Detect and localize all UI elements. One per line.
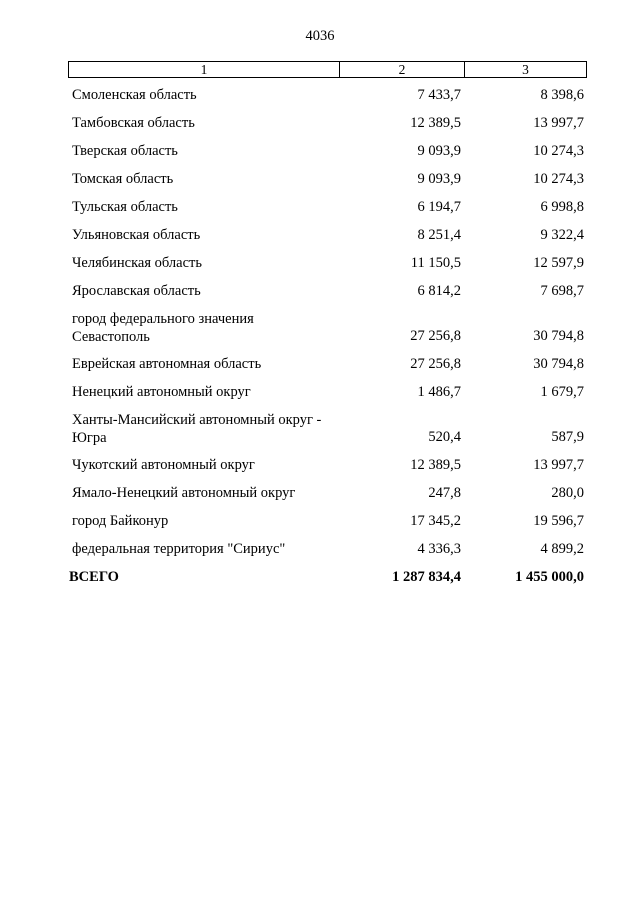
value-col3: 19 596,7 — [533, 513, 584, 529]
value-col2: 9 093,9 — [417, 143, 461, 159]
region-name: Ненецкий автономный округ — [72, 384, 251, 400]
value-col3: 13 997,7 — [533, 115, 584, 131]
total-row — [0, 566, 640, 594]
table-row — [0, 140, 640, 168]
region-name-line2: Югра — [72, 430, 107, 446]
column-header-3: 3 — [522, 61, 529, 77]
region-name: федеральная территория "Сириус" — [72, 541, 286, 557]
table-row — [0, 280, 640, 308]
value-col2: 11 150,5 — [410, 255, 461, 271]
region-name: Тверская область — [72, 143, 178, 159]
total-label: ВСЕГО — [69, 569, 119, 585]
value-col2: 12 389,5 — [410, 457, 461, 473]
value-col3: 30 794,8 — [533, 328, 584, 344]
value-col3: 8 398,6 — [540, 87, 584, 103]
value-col2: 27 256,8 — [410, 328, 461, 344]
table-row — [0, 308, 640, 353]
value-col3: 12 597,9 — [533, 255, 584, 271]
region-name: Ульяновская область — [72, 227, 201, 243]
region-name: Смоленская область — [72, 87, 197, 103]
value-col3: 587,9 — [551, 429, 584, 445]
region-name: Еврейская автономная область — [72, 356, 262, 372]
region-name: Челябинская область — [72, 255, 202, 271]
column-header-1: 1 — [69, 62, 340, 77]
table-header — [68, 61, 587, 78]
value-col2: 27 256,8 — [410, 356, 461, 372]
value-col3: 7 698,7 — [540, 283, 584, 299]
table-row — [0, 409, 640, 454]
table-row — [0, 454, 640, 482]
value-col2: 12 389,5 — [410, 115, 461, 131]
total-value-col2: 1 287 834,4 — [392, 569, 461, 585]
page-number: 4036 — [305, 28, 335, 44]
value-col2: 17 345,2 — [410, 513, 461, 529]
region-name: Чукотский автономный округ — [72, 457, 255, 473]
value-col2: 8 251,4 — [417, 227, 461, 243]
value-col2: 6 814,2 — [417, 283, 461, 299]
value-col2: 1 486,7 — [417, 384, 461, 400]
value-col3: 13 997,7 — [533, 457, 584, 473]
value-col2: 4 336,3 — [417, 541, 461, 557]
region-name — [72, 310, 372, 346]
table-row — [0, 168, 640, 196]
column-header-2: 2 — [340, 62, 465, 77]
total-value-col3: 1 455 000,0 — [515, 569, 584, 585]
table-row — [0, 510, 640, 538]
value-col2: 520,4 — [428, 429, 461, 445]
region-name — [72, 411, 372, 447]
value-col3: 30 794,8 — [533, 356, 584, 372]
region-name: город Байконур — [72, 513, 169, 529]
table-row — [0, 196, 640, 224]
table-row — [0, 252, 640, 280]
region-name: Ярославская область — [72, 283, 201, 299]
value-col2: 6 194,7 — [417, 199, 461, 215]
table-body — [0, 84, 640, 594]
value-col2: 247,8 — [428, 485, 461, 501]
value-col3: 1 679,7 — [540, 384, 584, 400]
value-col2: 7 433,7 — [417, 87, 461, 103]
table-row — [0, 381, 640, 409]
table-row — [0, 84, 640, 112]
table-row — [0, 224, 640, 252]
value-col3: 6 998,8 — [540, 199, 584, 215]
value-col3: 10 274,3 — [533, 143, 584, 159]
value-col3: 4 899,2 — [540, 541, 584, 557]
table-row — [0, 112, 640, 140]
region-name: Тамбовская область — [72, 115, 195, 131]
value-col3: 10 274,3 — [533, 171, 584, 187]
region-name-line2: Севастополь — [72, 329, 150, 345]
region-name: Тульская область — [72, 199, 178, 215]
table-row — [0, 482, 640, 510]
table-row — [0, 353, 640, 381]
region-name-line1: город федерального значения — [72, 311, 254, 327]
region-name: Томская область — [72, 171, 174, 187]
table-row — [0, 538, 640, 566]
region-name: Ямало-Ненецкий автономный округ — [72, 485, 296, 501]
region-name-line1: Ханты-Мансийский автономный округ - — [72, 412, 322, 428]
value-col3: 9 322,4 — [540, 227, 584, 243]
value-col3: 280,0 — [551, 485, 584, 501]
value-col2: 9 093,9 — [417, 171, 461, 187]
